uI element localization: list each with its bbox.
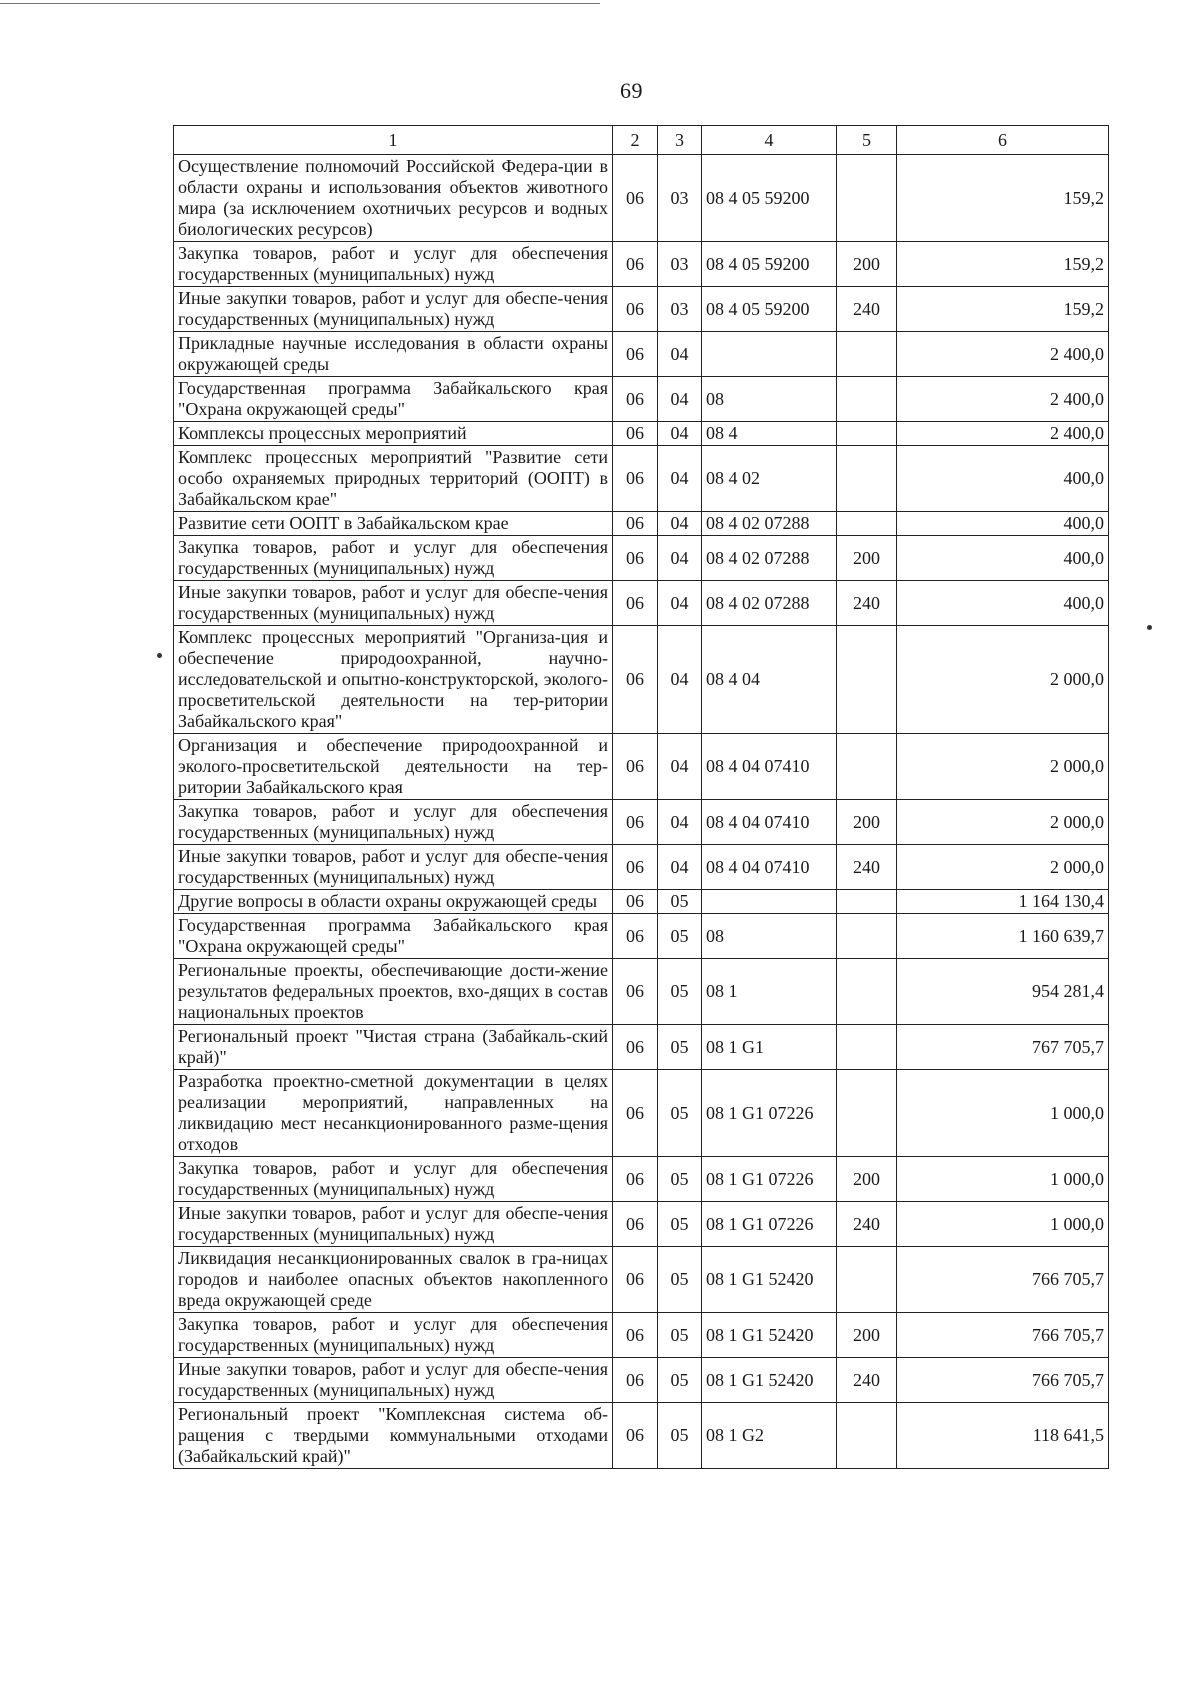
scan-speck xyxy=(1147,625,1152,630)
row-section-cell: 06 xyxy=(613,155,658,242)
row-amount-cell: 1 164 130,4 xyxy=(897,890,1109,914)
row-subsection-cell: 04 xyxy=(658,422,702,446)
table-row xyxy=(174,1403,1109,1469)
row-section-cell: 06 xyxy=(613,287,658,332)
row-target-cell: 08 4 02 xyxy=(702,446,837,512)
row-expense-group-cell xyxy=(837,1025,897,1070)
row-name-cell: Комплекс процессных мероприятий "Организа-ция и обеспечение природоохранной, научно-исследовательской и опытно-конструкторской, эколого-просветительской деятельности на тер-ритории Забайкальского края" xyxy=(174,626,613,734)
row-name-cell: Комплекс процессных мероприятий "Развитие сети особо охраняемых природных территорий (ООПТ) в Забайкальском крае" xyxy=(174,446,613,512)
row-section-cell: 06 xyxy=(613,512,658,536)
row-amount-cell: 766 705,7 xyxy=(897,1358,1109,1403)
row-expense-group-cell xyxy=(837,1403,897,1469)
row-amount-cell: 400,0 xyxy=(897,446,1109,512)
row-amount-cell: 1 000,0 xyxy=(897,1202,1109,1247)
row-subsection-cell: 04 xyxy=(658,734,702,800)
row-target-cell: 08 1 G1 07226 xyxy=(702,1202,837,1247)
row-subsection-cell: 04 xyxy=(658,845,702,890)
row-target-cell: 08 4 05 59200 xyxy=(702,242,837,287)
row-name-cell: Другие вопросы в области охраны окружающей среды xyxy=(174,890,613,914)
row-name-cell: Закупка товаров, работ и услуг для обеспечения государственных (муниципальных) нужд xyxy=(174,536,613,581)
row-expense-group-cell xyxy=(837,890,897,914)
row-section-cell: 06 xyxy=(613,800,658,845)
row-target-cell: 08 1 G1 52420 xyxy=(702,1247,837,1313)
table-row xyxy=(174,734,1109,800)
row-section-cell: 06 xyxy=(613,536,658,581)
row-subsection-cell: 05 xyxy=(658,1313,702,1358)
row-section-cell: 06 xyxy=(613,581,658,626)
scan-edge-line xyxy=(0,3,600,4)
row-section-cell: 06 xyxy=(613,734,658,800)
row-section-cell: 06 xyxy=(613,959,658,1025)
row-expense-group-cell: 240 xyxy=(837,845,897,890)
row-section-cell: 06 xyxy=(613,890,658,914)
row-section-cell: 06 xyxy=(613,446,658,512)
scan-speck xyxy=(157,653,162,658)
row-subsection-cell: 03 xyxy=(658,242,702,287)
row-amount-cell: 2 400,0 xyxy=(897,377,1109,422)
row-section-cell: 06 xyxy=(613,1157,658,1202)
row-section-cell: 06 xyxy=(613,1358,658,1403)
row-section-cell: 06 xyxy=(613,422,658,446)
row-section-cell: 06 xyxy=(613,914,658,959)
row-section-cell: 06 xyxy=(613,626,658,734)
row-name-cell: Иные закупки товаров, работ и услуг для обеспе-чения государственных (муниципальных) нужд xyxy=(174,845,613,890)
row-section-cell: 06 xyxy=(613,1202,658,1247)
row-target-cell: 08 1 xyxy=(702,959,837,1025)
row-expense-group-cell xyxy=(837,512,897,536)
row-expense-group-cell xyxy=(837,1070,897,1157)
row-target-cell: 08 1 G1 52420 xyxy=(702,1358,837,1403)
table-row xyxy=(174,536,1109,581)
row-amount-cell: 954 281,4 xyxy=(897,959,1109,1025)
table-row xyxy=(174,422,1109,446)
row-subsection-cell: 05 xyxy=(658,914,702,959)
row-name-cell: Региональные проекты, обеспечивающие дости-жение результатов федеральных проектов, вхо-дящих в состав национальных проектов xyxy=(174,959,613,1025)
table-row xyxy=(174,581,1109,626)
row-target-cell: 08 4 04 07410 xyxy=(702,845,837,890)
header-cell-subsection: 3 xyxy=(658,126,702,155)
row-expense-group-cell: 200 xyxy=(837,242,897,287)
page-number: 69 xyxy=(620,78,643,103)
row-subsection-cell: 05 xyxy=(658,1403,702,1469)
row-name-cell: Развитие сети ООПТ в Забайкальском крае xyxy=(174,512,613,536)
row-target-cell: 08 4 02 07288 xyxy=(702,581,837,626)
row-name-cell: Ликвидация несанкционированных свалок в гра-ницах городов и наиболее опасных объектов накопленного вреда окружающей среде xyxy=(174,1247,613,1313)
row-section-cell: 06 xyxy=(613,1247,658,1313)
row-section-cell: 06 xyxy=(613,845,658,890)
row-section-cell: 06 xyxy=(613,332,658,377)
table-row xyxy=(174,242,1109,287)
budget-table xyxy=(173,125,1109,1469)
row-name-cell: Региональный проект "Комплексная система об-ращения с твердыми коммунальными отходами (Забайкальский край)" xyxy=(174,1403,613,1469)
row-target-cell: 08 xyxy=(702,377,837,422)
row-target-cell xyxy=(702,332,837,377)
row-amount-cell: 2 000,0 xyxy=(897,845,1109,890)
row-subsection-cell: 05 xyxy=(658,890,702,914)
row-subsection-cell: 04 xyxy=(658,512,702,536)
row-section-cell: 06 xyxy=(613,377,658,422)
table-row xyxy=(174,377,1109,422)
row-name-cell: Прикладные научные исследования в области охраны окружающей среды xyxy=(174,332,613,377)
budget-table-body xyxy=(174,126,1109,1469)
table-row xyxy=(174,1358,1109,1403)
table-row xyxy=(174,959,1109,1025)
row-expense-group-cell xyxy=(837,734,897,800)
row-expense-group-cell: 200 xyxy=(837,1157,897,1202)
row-target-cell: 08 4 04 07410 xyxy=(702,800,837,845)
row-subsection-cell: 05 xyxy=(658,1358,702,1403)
row-name-cell: Закупка товаров, работ и услуг для обеспечения государственных (муниципальных) нужд xyxy=(174,1157,613,1202)
row-name-cell: Закупка товаров, работ и услуг для обеспечения государственных (муниципальных) нужд xyxy=(174,242,613,287)
row-amount-cell: 2 400,0 xyxy=(897,332,1109,377)
row-section-cell: 06 xyxy=(613,1070,658,1157)
row-subsection-cell: 04 xyxy=(658,581,702,626)
table-row xyxy=(174,155,1109,242)
row-section-cell: 06 xyxy=(613,1403,658,1469)
header-cell-target: 4 xyxy=(702,126,837,155)
row-name-cell: Государственная программа Забайкальского края "Охрана окружающей среды" xyxy=(174,914,613,959)
row-expense-group-cell xyxy=(837,332,897,377)
table-row xyxy=(174,845,1109,890)
row-amount-cell: 1 160 639,7 xyxy=(897,914,1109,959)
row-subsection-cell: 05 xyxy=(658,1202,702,1247)
table-row xyxy=(174,446,1109,512)
row-expense-group-cell xyxy=(837,155,897,242)
table-row xyxy=(174,1313,1109,1358)
row-amount-cell: 2 000,0 xyxy=(897,626,1109,734)
row-amount-cell: 2 000,0 xyxy=(897,734,1109,800)
table-row xyxy=(174,1070,1109,1157)
row-subsection-cell: 03 xyxy=(658,155,702,242)
header-cell-expense-group: 5 xyxy=(837,126,897,155)
row-expense-group-cell xyxy=(837,446,897,512)
row-subsection-cell: 04 xyxy=(658,800,702,845)
row-name-cell: Иные закупки товаров, работ и услуг для обеспе-чения государственных (муниципальных) нужд xyxy=(174,287,613,332)
row-name-cell: Закупка товаров, работ и услуг для обеспечения государственных (муниципальных) нужд xyxy=(174,1313,613,1358)
row-target-cell: 08 1 G1 07226 xyxy=(702,1070,837,1157)
row-target-cell: 08 xyxy=(702,914,837,959)
row-expense-group-cell xyxy=(837,626,897,734)
row-expense-group-cell xyxy=(837,1247,897,1313)
row-expense-group-cell: 240 xyxy=(837,1202,897,1247)
row-amount-cell: 400,0 xyxy=(897,512,1109,536)
row-subsection-cell: 04 xyxy=(658,536,702,581)
row-amount-cell: 766 705,7 xyxy=(897,1247,1109,1313)
row-target-cell: 08 4 04 07410 xyxy=(702,734,837,800)
row-subsection-cell: 03 xyxy=(658,287,702,332)
row-expense-group-cell: 200 xyxy=(837,1313,897,1358)
row-name-cell: Осуществление полномочий Российской Федера-ции в области охраны и использования объектов животного мира (за исключением охотничьих ресурсов и водных биологических ресурсов) xyxy=(174,155,613,242)
row-expense-group-cell xyxy=(837,377,897,422)
row-name-cell: Организация и обеспечение природоохранной и эколого-просветительской деятельности на тер-ритории Забайкальского края xyxy=(174,734,613,800)
row-name-cell: Государственная программа Забайкальского края "Охрана окружающей среды" xyxy=(174,377,613,422)
table-row xyxy=(174,332,1109,377)
table-row xyxy=(174,1247,1109,1313)
row-name-cell: Иные закупки товаров, работ и услуг для обеспе-чения государственных (муниципальных) нужд xyxy=(174,1358,613,1403)
row-subsection-cell: 04 xyxy=(658,446,702,512)
row-expense-group-cell xyxy=(837,914,897,959)
row-name-cell: Закупка товаров, работ и услуг для обеспечения государственных (муниципальных) нужд xyxy=(174,800,613,845)
row-expense-group-cell xyxy=(837,959,897,1025)
row-target-cell: 08 1 G2 xyxy=(702,1403,837,1469)
row-expense-group-cell: 200 xyxy=(837,800,897,845)
row-name-cell: Иные закупки товаров, работ и услуг для обеспе-чения государственных (муниципальных) нужд xyxy=(174,581,613,626)
row-section-cell: 06 xyxy=(613,1025,658,1070)
row-target-cell xyxy=(702,890,837,914)
row-amount-cell: 159,2 xyxy=(897,242,1109,287)
header-cell-section: 2 xyxy=(613,126,658,155)
row-target-cell: 08 4 04 xyxy=(702,626,837,734)
row-amount-cell: 766 705,7 xyxy=(897,1313,1109,1358)
table-row xyxy=(174,1202,1109,1247)
row-target-cell: 08 4 05 59200 xyxy=(702,155,837,242)
row-subsection-cell: 04 xyxy=(658,626,702,734)
row-amount-cell: 2 400,0 xyxy=(897,422,1109,446)
row-subsection-cell: 05 xyxy=(658,1247,702,1313)
row-subsection-cell: 05 xyxy=(658,1157,702,1202)
row-amount-cell: 400,0 xyxy=(897,581,1109,626)
row-amount-cell: 767 705,7 xyxy=(897,1025,1109,1070)
row-target-cell: 08 1 G1 xyxy=(702,1025,837,1070)
row-subsection-cell: 05 xyxy=(658,1025,702,1070)
row-target-cell: 08 4 02 07288 xyxy=(702,536,837,581)
row-name-cell: Комплексы процессных мероприятий xyxy=(174,422,613,446)
row-name-cell: Иные закупки товаров, работ и услуг для обеспе-чения государственных (муниципальных) нужд xyxy=(174,1202,613,1247)
table-row xyxy=(174,914,1109,959)
row-expense-group-cell: 240 xyxy=(837,581,897,626)
row-amount-cell: 2 000,0 xyxy=(897,800,1109,845)
row-amount-cell: 118 641,5 xyxy=(897,1403,1109,1469)
row-target-cell: 08 1 G1 07226 xyxy=(702,1157,837,1202)
row-name-cell: Региональный проект "Чистая страна (Забайкаль-ский край)" xyxy=(174,1025,613,1070)
row-subsection-cell: 05 xyxy=(658,959,702,1025)
row-target-cell: 08 1 G1 52420 xyxy=(702,1313,837,1358)
table-row xyxy=(174,1025,1109,1070)
table-row xyxy=(174,890,1109,914)
row-expense-group-cell: 240 xyxy=(837,1358,897,1403)
row-amount-cell: 400,0 xyxy=(897,536,1109,581)
row-target-cell: 08 4 05 59200 xyxy=(702,287,837,332)
row-expense-group-cell: 200 xyxy=(837,536,897,581)
row-subsection-cell: 04 xyxy=(658,377,702,422)
row-subsection-cell: 04 xyxy=(658,332,702,377)
header-cell-name: 1 xyxy=(174,126,613,155)
table-row xyxy=(174,626,1109,734)
row-target-cell: 08 4 xyxy=(702,422,837,446)
row-expense-group-cell xyxy=(837,422,897,446)
row-amount-cell: 159,2 xyxy=(897,155,1109,242)
row-amount-cell: 159,2 xyxy=(897,287,1109,332)
row-name-cell: Разработка проектно-сметной документации в целях реализации мероприятий, направленных на ликвидацию мест несанкционированного разме-щения отходов xyxy=(174,1070,613,1157)
row-amount-cell: 1 000,0 xyxy=(897,1070,1109,1157)
row-subsection-cell: 05 xyxy=(658,1070,702,1157)
row-expense-group-cell: 240 xyxy=(837,287,897,332)
header-cell-amount: 6 xyxy=(897,126,1109,155)
table-row xyxy=(174,800,1109,845)
row-target-cell: 08 4 02 07288 xyxy=(702,512,837,536)
table-header-row xyxy=(174,126,1109,155)
table-row xyxy=(174,1157,1109,1202)
row-amount-cell: 1 000,0 xyxy=(897,1157,1109,1202)
table-row xyxy=(174,287,1109,332)
row-section-cell: 06 xyxy=(613,1313,658,1358)
table-row xyxy=(174,512,1109,536)
row-section-cell: 06 xyxy=(613,242,658,287)
